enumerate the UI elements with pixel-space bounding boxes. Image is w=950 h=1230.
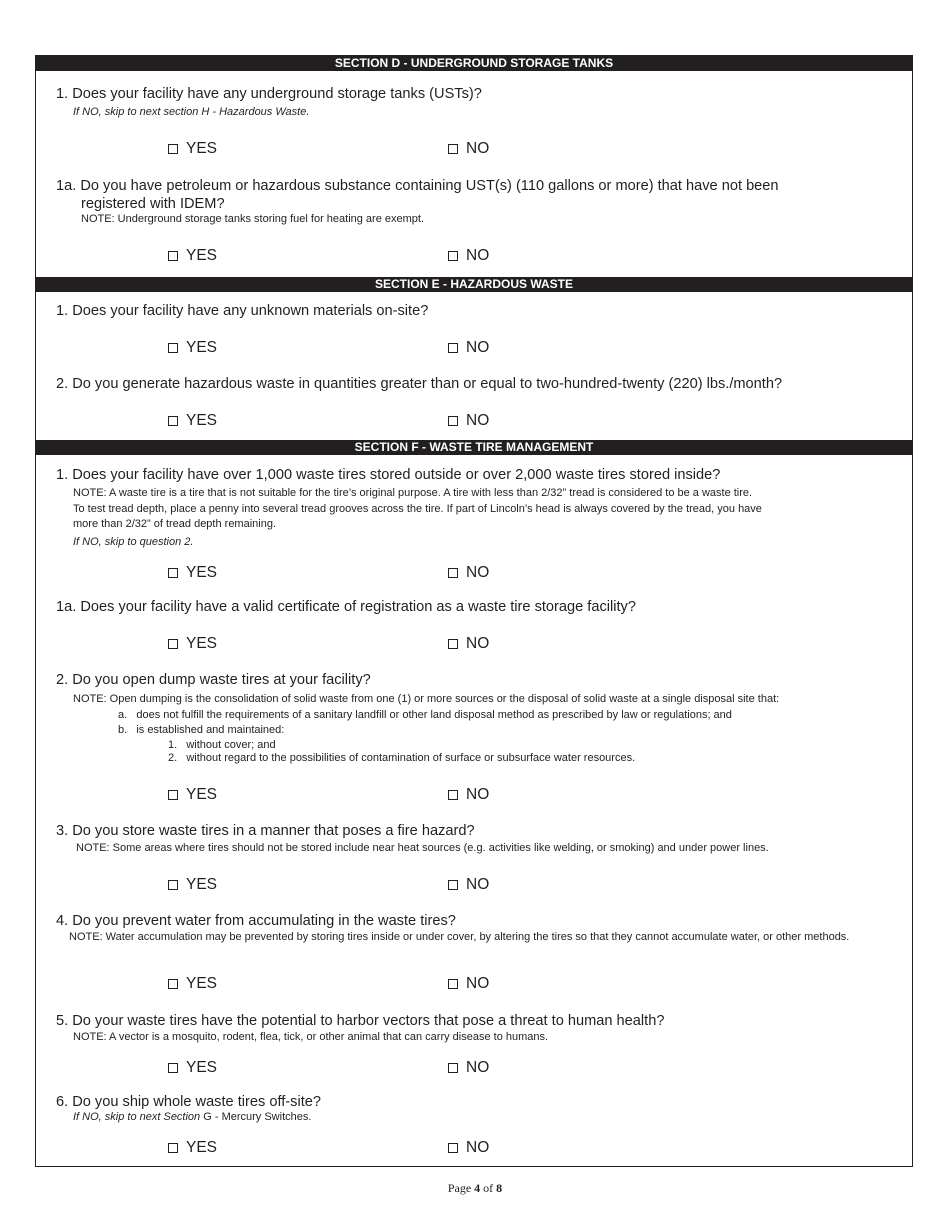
e1-yes-option[interactable]: YES	[168, 339, 217, 357]
d1-no-checkbox[interactable]	[448, 144, 458, 154]
question-f3-note: NOTE: Some areas where tires should not be stored include near heat sources (e.g. activities like welding, or smoking) and under power lines.	[76, 842, 769, 854]
f5-yes-option[interactable]: YES	[168, 1059, 217, 1077]
d1-yes-checkbox[interactable]	[168, 144, 178, 154]
page-number: Page 4 of 8	[447, 1181, 503, 1195]
f1-no-checkbox[interactable]	[448, 568, 458, 578]
question-e1: 1. Does your facility have any unknown materials on-site?	[56, 303, 429, 319]
f6-yes-checkbox[interactable]	[168, 1143, 178, 1153]
e2-yes-option[interactable]: YES	[168, 412, 217, 430]
section-d-header: SECTION D - UNDERGROUND STORAGE TANKS	[35, 56, 913, 71]
f5-no-option[interactable]: NO	[448, 1059, 489, 1077]
d1a-yes-option[interactable]: YES	[168, 247, 217, 265]
question-e2: 2. Do you generate hazardous waste in quantities greater than or equal to two-hundred-twenty (220) lbs./month?	[56, 376, 783, 392]
f2-no-checkbox[interactable]	[448, 790, 458, 800]
question-d1a-note: NOTE: Underground storage tanks storing fuel for heating are exempt.	[81, 213, 425, 225]
d1a-yes-checkbox[interactable]	[168, 251, 178, 261]
question-f4: 4. Do you prevent water from accumulating in the waste tires?	[56, 913, 456, 929]
question-f5: 5. Do your waste tires have the potential to harbor vectors that pose a threat to human health?	[56, 1013, 665, 1029]
question-d1a: 1a. Do you have petroleum or hazardous substance containing UST(s) (110 gallons or more) that have not been registered with IDEM?	[56, 178, 779, 212]
d1a-no-option[interactable]: NO	[448, 247, 489, 265]
question-d1: 1. Does your facility have any underground storage tanks (USTs)?	[56, 86, 482, 102]
d1-no-option[interactable]: NO	[448, 140, 489, 158]
question-f1-note-1: NOTE: A waste tire is a tire that is not suitable for the tire’s original purpose. A tire with less than 2/32” tread is considered to be a waste tire.	[73, 487, 753, 499]
question-f2-item-b2: 2. without regard to the possibilities of contamination of surface or subsurface water resources.	[168, 752, 636, 764]
f3-yes-option[interactable]: YES	[168, 876, 217, 894]
d1a-no-checkbox[interactable]	[448, 251, 458, 261]
question-f2-item-b: b. is established and maintained:	[118, 724, 285, 736]
section-e-header: SECTION E - HAZARDOUS WASTE	[35, 277, 913, 292]
f2-yes-checkbox[interactable]	[168, 790, 178, 800]
f4-no-option[interactable]: NO	[448, 975, 489, 993]
e1-yes-checkbox[interactable]	[168, 343, 178, 353]
question-f6: 6. Do you ship whole waste tires off-site?	[56, 1094, 321, 1110]
f4-no-checkbox[interactable]	[448, 979, 458, 989]
f4-yes-option[interactable]: YES	[168, 975, 217, 993]
e2-no-option[interactable]: NO	[448, 412, 489, 430]
f1-yes-option[interactable]: YES	[168, 564, 217, 582]
f3-no-option[interactable]: NO	[448, 876, 489, 894]
section-f-header: SECTION F - WASTE TIRE MANAGEMENT	[35, 440, 913, 455]
question-d1-note: If NO, skip to next section H - Hazardous Waste.	[73, 106, 310, 118]
e2-yes-checkbox[interactable]	[168, 416, 178, 426]
question-f6-note: If NO, skip to next Section G - Mercury Switches.	[73, 1111, 312, 1123]
f5-no-checkbox[interactable]	[448, 1063, 458, 1073]
f1-no-option[interactable]: NO	[448, 564, 489, 582]
question-f1-note-3: more than 2/32” of tread depth remaining.	[73, 518, 277, 530]
f4-yes-checkbox[interactable]	[168, 979, 178, 989]
question-f1: 1. Does your facility have over 1,000 waste tires stored outside or over 2,000 waste tires stored inside?	[56, 467, 721, 483]
question-f2-item-a: a. does not fulfill the requirements of a sanitary landfill or other land disposal method as prescribed by law or regulations; and	[118, 709, 732, 721]
question-f4-note: NOTE: Water accumulation may be prevented by storing tires inside or under cover, by altering the tires so that they cannot accumulate water, or other methods.	[69, 931, 850, 943]
question-f1-note-2: To test tread depth, place a penny into several tread grooves across the tire. If part of Lincoln’s head is always covered by the tread, you have	[73, 503, 762, 515]
question-f3: 3. Do you store waste tires in a manner that poses a fire hazard?	[56, 823, 475, 839]
d1-yes-option[interactable]: YES	[168, 140, 217, 158]
f1a-yes-checkbox[interactable]	[168, 639, 178, 649]
question-f2-note: NOTE: Open dumping is the consolidation of solid waste from one (1) or more sources or the disposal of solid waste at a single disposal site that:	[73, 693, 780, 705]
e1-no-option[interactable]: NO	[448, 339, 489, 357]
f3-yes-checkbox[interactable]	[168, 880, 178, 890]
f1a-yes-option[interactable]: YES	[168, 635, 217, 653]
question-f2-item-b1: 1. without cover; and	[168, 739, 276, 751]
f1a-no-option[interactable]: NO	[448, 635, 489, 653]
f1-yes-checkbox[interactable]	[168, 568, 178, 578]
f2-no-option[interactable]: NO	[448, 786, 489, 804]
f6-no-checkbox[interactable]	[448, 1143, 458, 1153]
question-f5-note: NOTE: A vector is a mosquito, rodent, flea, tick, or other animal that can carry disease to humans.	[73, 1031, 549, 1043]
e1-no-checkbox[interactable]	[448, 343, 458, 353]
f6-no-option[interactable]: NO	[448, 1139, 489, 1157]
f5-yes-checkbox[interactable]	[168, 1063, 178, 1073]
question-f1a: 1a. Does your facility have a valid certificate of registration as a waste tire storage facility?	[56, 599, 636, 615]
question-f2: 2. Do you open dump waste tires at your facility?	[56, 672, 371, 688]
f3-no-checkbox[interactable]	[448, 880, 458, 890]
f2-yes-option[interactable]: YES	[168, 786, 217, 804]
e2-no-checkbox[interactable]	[448, 416, 458, 426]
f1a-no-checkbox[interactable]	[448, 639, 458, 649]
question-f1-skip: If NO, skip to question 2.	[73, 536, 194, 548]
f6-yes-option[interactable]: YES	[168, 1139, 217, 1157]
